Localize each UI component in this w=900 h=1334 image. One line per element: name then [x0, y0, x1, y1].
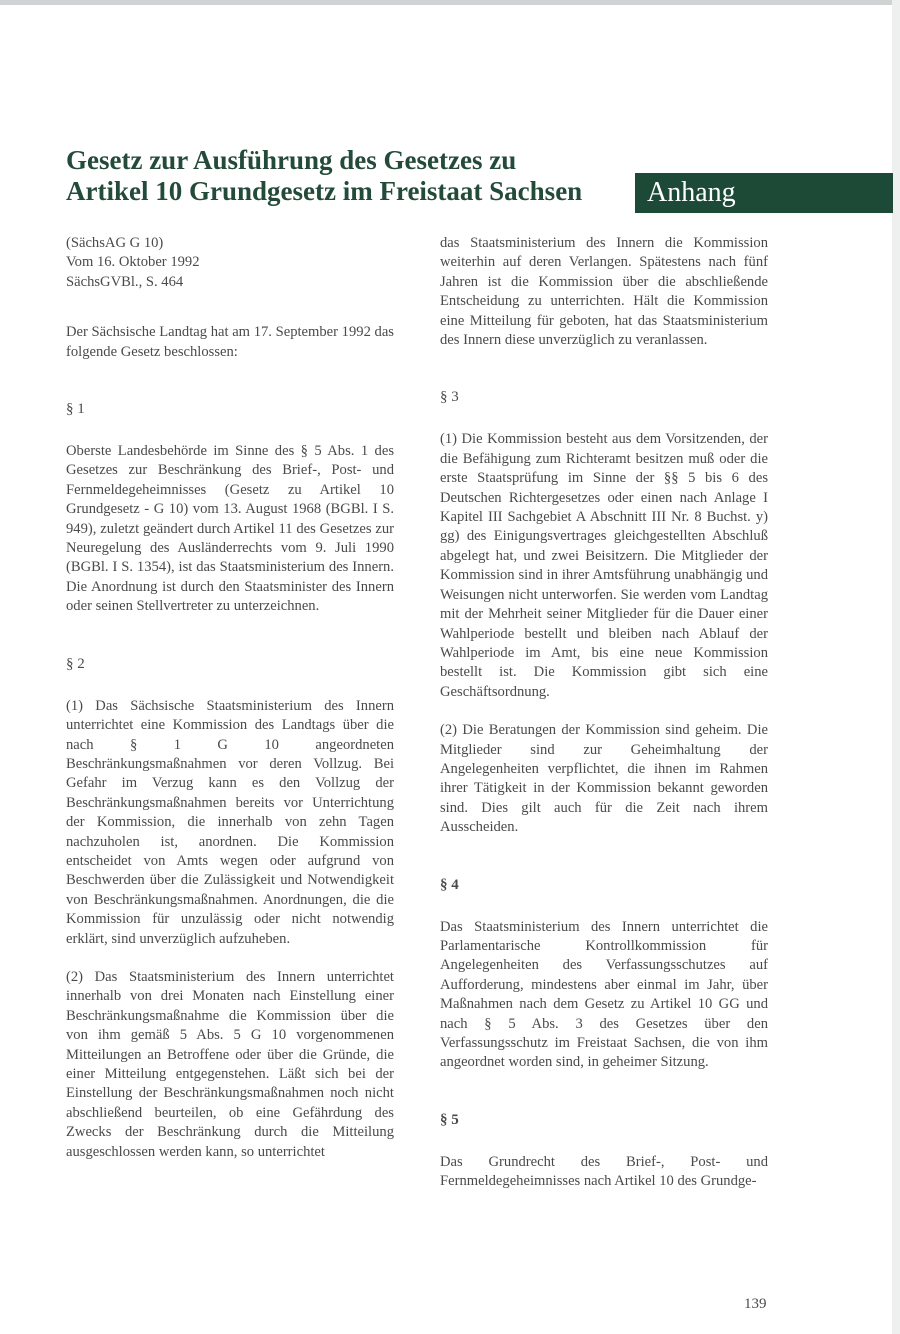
law-abbreviation: (SächsAG G 10) — [66, 235, 164, 251]
section-2-paragraph-2-continued: das Staatsministerium des Innern die Kommission weiterhin auf deren Verlangen. Spätestens nach fünf Jahren ist die Kommission über die abschließende Entscheidung zu unterrichten. Hält die Kommission eine Mitteilung für geboten, hat das Staatsministerium des Innern diese unverzüglich zu veranlassen. — [440, 235, 768, 349]
title-line-1: Gesetz zur Ausführung des Gesetzes zu — [66, 145, 517, 175]
page-edge — [892, 0, 900, 1334]
appendix-tab: Anhang — [635, 173, 893, 213]
law-source: SächsGVBl., S. 464 — [66, 273, 184, 290]
page-number: 139 — [744, 1296, 767, 1312]
section-2-paragraph-2: (2) Das Staatsministerium des Innern unterrichtet innerhalb von drei Monaten nach Einstellung einer Beschränkungsmaßnahme die Kommission über die von ihm gemäß 5 Abs. 5 G 10 vorgenommenen Mitteilungen an Betroffene oder über die Gründe, die einer Mitteilung entgegenstehen. Läßt sich bei der Einstellung der Beschränkungsmaßnahmen noch nicht abschließend beurteilen, ob eine Gefährdung des Zwecks der Beschränkung durch die Mitteilung ausgeschlossen werden kann, so unterrichtet — [66, 968, 394, 1160]
intro-text: Der Sächsische Landtag hat am 17. September 1992 das folgende Gesetz beschlossen: — [66, 324, 394, 360]
section-3-heading: § 3 — [440, 389, 459, 406]
section-1-heading: § 1 — [66, 401, 85, 418]
section-2-paragraph-1: (1) Das Sächsische Staatsministerium des Innern unterrichtet eine Kommission des Landtags über die nach § 1 G 10 angeordneten Beschränkungsmaßnahmen vor deren Vollzug. Bei Gefahr im Verzug kann es den Vollzug der Beschränkungsmaßnahmen bereits vor Unterrichtung der Kommission, die innerhalb von zehn Tagen nachzuholen ist, anordnen. Die Kommission entscheidet von Amts wegen oder aufgrund von Beschwerden über die Zulässigkeit und Notwendigkeit von Beschränkungsmaßnahmen. Anordnungen, die die Kommission für unzulässig oder nicht notwendig erklärt, sind unverzüglich aufzuheben. — [66, 697, 394, 947]
top-rule — [0, 0, 900, 5]
document-title — [66, 145, 646, 207]
section-2-heading: § 2 — [66, 655, 85, 672]
title-line-2: Artikel 10 Grundgesetz im Freistaat Sachsen — [66, 176, 583, 206]
section-5-heading: § 5 — [440, 1111, 459, 1128]
section-4-heading: § 4 — [440, 876, 459, 893]
section-3-paragraph-2: (2) Die Beratungen der Kommission sind geheim. Die Mitglieder sind zur Geheimhaltung der Angelegenheiten verpflichtet, die ihnen im Rahmen ihrer Tätigkeit in der Kommission bekannt geworden sind. Dies gilt auch für die Zeit nach ihrem Ausscheiden. — [440, 722, 768, 836]
law-date: Vom 16. Oktober 1992 — [66, 254, 200, 271]
section-1-text: Oberste Landesbehörde im Sinne des § 5 Abs. 1 des Gesetzes zur Beschränkung des Brief-, Post- und Fernmeldegeheimnisses (Gesetz zu Artikel 10 Grundgesetz - G 10) vom 13. August 1968 (BGBl. I S. 949), zuletzt geändert durch Artikel 11 des Gesetzes zur Neuregelung des Ausländerrechts vom 9. Juli 1990 (BGBl. I S. 1354), ist das Staatsministerium des Innern. Die Anordnung ist durch den Staatsminister des Innern oder seinen Stellvertreter zu unterzeichnen. — [66, 443, 394, 615]
right-column — [440, 234, 768, 1192]
section-4-text: Das Staatsministerium des Innern unterrichtet die Parlamentarische Kontrollkommission für Angelegenheiten des Verfassungsschutzes auf Aufforderung, mindestens aber einmal im Jahr, über Maßnahmen nach dem Gesetz zu Artikel 10 GG und nach § 5 Abs. 3 des Gesetzes über den Verfassungsschutz im Freistaat Sachsen, die von ihm angeordnet worden sind, in geheimer Sitzung. — [440, 918, 768, 1071]
left-column — [66, 234, 394, 1162]
section-5-text: Das Grundrecht des Brief-, Post- und Fernmeldegeheimnisses nach Artikel 10 des Grundge- — [440, 1153, 768, 1190]
section-3-paragraph-1: (1) Die Kommission besteht aus dem Vorsitzenden, der die Befähigung zum Richteramt besitzen muß oder die erste Staatsprüfung im Sinne der §§ 5 bis 6 des Deutschen Richtergesetzes oder einen nach Anlage I Kapitel III Sachgebiet A Abschnitt III Nr. 8 Buchst. y) gg) des Einigungsvertrages gleichgestellten Abschluß abgelegt hat, und zwei Beisitzern. Die Mitglieder der Kommission sind in ihrer Amtsführung unabhängig und Weisungen nicht unterworfen. Sie werden vom Landtag mit der Mehrheit seiner Mitglieder für die Dauer einer Wahlperiode bestellt und bleiben nach Ablauf der Wahlperiode im Amt, bis eine neue Kommission bestellt ist. Die Kommission gibt sich eine Geschäftsordnung. — [440, 431, 768, 700]
